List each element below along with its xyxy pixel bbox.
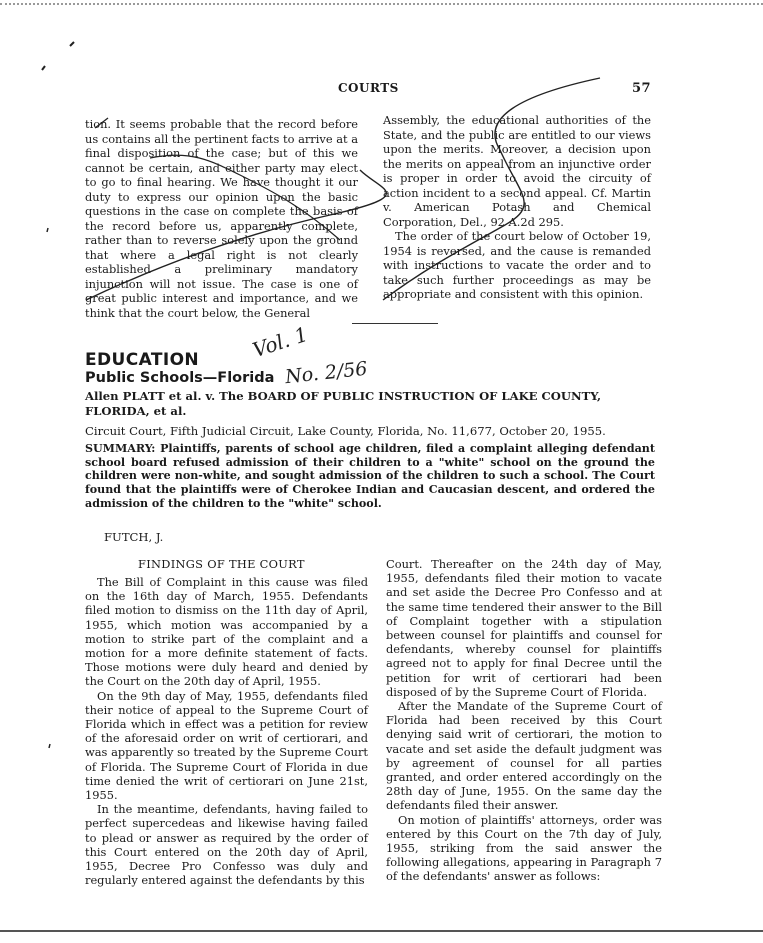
pen-stroke <box>383 78 600 300</box>
pen-stroke <box>47 228 48 232</box>
running-header: COURTS <box>338 81 399 95</box>
handwritten-volume-note: Vol. 1 <box>249 321 311 363</box>
paragraph: tion. It seems probable that the record before us contains all the pertinent facts to arrive at a final disposition of the case; but of this we cannot be certain, and either party may elect to go to final hearing. We have thought it our duty to express our opinion upon the basic questions in the case on complete the basis of the record before us, apparently complete, rather than to reverse solely upon the ground that where a legal right is not clearly established a preliminary mandatory injunction will not issue. The case is one of great public interest and importance, and we think that the court below, the General <box>85 117 358 320</box>
paragraph: In the meantime, defendants, having failed to perfect supercedeas and likewise having failed to plead or answer as required by the order of this Court entered on the 20th day of April, 1955, Decree Pro Confesso was duly and regularly entered against the defendants by this <box>85 802 368 888</box>
judge-name: FUTCH, J. <box>104 530 164 544</box>
pen-stroke <box>86 170 386 300</box>
bottom-border <box>0 930 763 932</box>
page-number: 57 <box>632 81 652 96</box>
pen-stroke <box>150 155 340 240</box>
paragraph: Court. Thereafter on the 24th day of May, 1955, defendants filed their motion to vacate and set aside the Decree Pro Confesso and at the same time tendered their answer to the Bill of Complaint together with a stipulation between counsel for plaintiffs and counsel for defendants, whereby counsel for plaintiffs agreed not to apply for final Decree until the petition for writ of certiorari had been disposed of by the Supreme Court of Florida. <box>386 557 662 699</box>
paragraph: Assembly, the educational authorities of the State, and the public are entitled to our views upon the merits. Moreover, a decision upon the merits on appeal from an injunctive order is proper in order to avoid the circuity of action incident to a second appeal. Cf. Martin v. American Potash and Chemical Corporation, Del., 92 A.2d 295. <box>383 113 651 229</box>
pen-stroke <box>95 118 108 128</box>
handwritten-number-note: No. 2/56 <box>284 357 369 389</box>
paragraph: On motion of plaintiffs' attorneys, order was entered by this Court on the 7th day of July, 1955, striking from the said answer the following allegations, appearing in Paragraph 7 of the defendants' answer as follows: <box>386 812 662 884</box>
section-subheading: Public Schools—Florida <box>85 370 275 386</box>
paragraph: On the 9th day of May, 1955, defendants filed their notice of appeal to the Supreme Court of Florida which in effect was a petition for review of the aforesaid order on writ of certiorari, and was apparently so treated by the Supreme Court of Florida. The Supreme Court of Florida in due time denied the writ of certiorari on June 21st, 1955. <box>85 688 368 803</box>
paragraph: The Bill of Complaint in this cause was filed on the 16th day of March, 1955. Defendants filed motion to dismiss on the 11th day of April, 1955, which motion was accompanied by a motion to strike part of the complaint and a motion for a more definite statement of facts. Those motions were duly heard and denied by the Court on the 20th day of April, 1955. <box>85 575 368 689</box>
case-title: Allen PLATT et al. v. The BOARD OF PUBLIC INSTRUCTION OF LAKE COUNTY, FLORIDA, et al. <box>85 389 602 418</box>
paragraph: After the Mandate of the Supreme Court of Florida had been received by this Court denying said writ of certiorari, the motion to vacate and set aside the default judgment was by agreement of counsel for all parties granted, and order entered accordingly on the 28th day of June, 1955. On the same day the defendants filed their answer. <box>386 699 662 813</box>
pen-stroke <box>70 42 74 46</box>
pen-stroke <box>49 744 50 748</box>
section-heading: EDUCATION <box>85 350 200 370</box>
paragraph: The order of the court below of October 19, 1954 is reversed, and the cause is remanded with instructions to vacate the order and to take such further proceedings as may be appropriate and consistent with this opinion. <box>383 229 651 301</box>
court-citation: Circuit Court, Fifth Judicial Circuit, Lake County, Florida, No. 11,677, October 20, 1955. <box>85 424 606 438</box>
findings-heading: FINDINGS OF THE COURT <box>138 557 305 571</box>
pen-stroke <box>42 66 45 70</box>
case-summary: SUMMARY: Plaintiffs, parents of school age children, filed a complaint alleging defendant school board refused admission of their children to a "white" school on the ground the children were non-white, and sought admission of the children to such a school. The Court found that the plaintiffs were of Cherokee Indian and Caucasian descent, and ordered the admission of the children to the "white" school. <box>85 442 655 510</box>
